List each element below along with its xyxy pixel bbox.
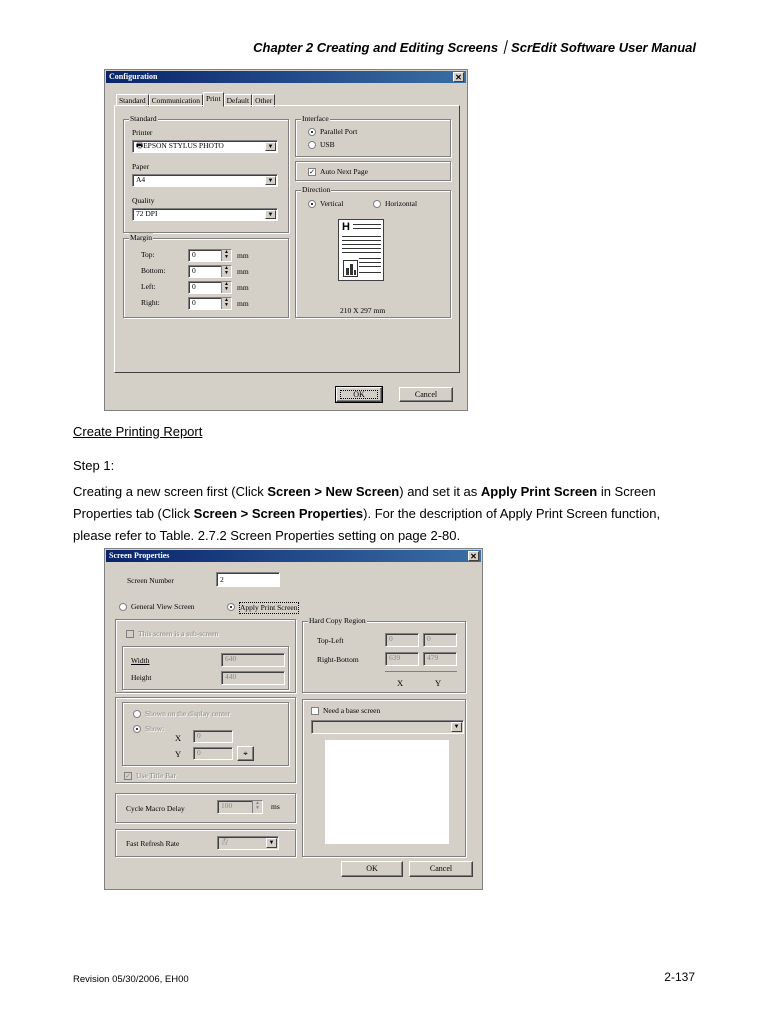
quality-label: Quality: [132, 196, 155, 205]
shown-center-label: Shown on the display center: [145, 709, 230, 718]
need-base-screen-checkbox[interactable]: [311, 707, 319, 715]
cancel-label: Cancel: [429, 864, 453, 873]
right-bottom-x-value: 639: [389, 653, 401, 662]
pick-position-icon[interactable]: ⌖: [237, 746, 254, 761]
section-title: Create Printing Report: [73, 424, 203, 439]
cancel-label: Cancel: [414, 390, 438, 399]
spinner-icon[interactable]: ▲ ▼: [221, 250, 231, 261]
chevron-down-icon[interactable]: ▼: [265, 142, 276, 151]
parallel-port-radio[interactable]: [308, 128, 316, 136]
auto-next-page-box: [295, 161, 451, 181]
margin-left-input[interactable]: [188, 281, 232, 294]
margin-left-value: 0: [192, 282, 196, 291]
body-paragraph: [73, 481, 703, 547]
width-input[interactable]: [221, 653, 285, 667]
page-header: Chapter 2 Creating and Editing Screens｜ScrEdit Software User Manual: [253, 40, 696, 55]
text-run: >: [237, 506, 252, 521]
paper-value: A4: [136, 175, 146, 184]
fast-refresh-select[interactable]: [217, 836, 279, 850]
hard-copy-region-label: Hard Copy Region: [309, 616, 366, 625]
cycle-macro-unit: ms: [271, 802, 280, 811]
text-run: in Screen: [597, 484, 656, 499]
ok-label: OK: [366, 864, 378, 873]
spinner-icon[interactable]: ▲ ▼: [221, 298, 231, 309]
margin-right-unit: mm: [237, 299, 249, 308]
parallel-port-label: Parallel Port: [320, 127, 358, 136]
need-base-screen-label: Need a base screen: [323, 706, 381, 715]
text-run: >: [310, 484, 326, 499]
general-view-label: General View Screen: [131, 602, 195, 611]
margin-right-input[interactable]: [188, 297, 232, 310]
margin-left-unit: mm: [237, 283, 249, 292]
top-left-label: Top-Left: [317, 636, 344, 645]
horizontal-label: Horizontal: [385, 199, 418, 208]
cycle-macro-group: [115, 793, 296, 823]
direction-group-label: Direction: [302, 185, 331, 194]
fast-refresh-label: Fast Refresh Rate: [126, 839, 180, 848]
printer-select[interactable]: [132, 140, 278, 153]
hard-copy-region-group: [302, 616, 466, 693]
interface-group-label: Interface: [302, 114, 329, 123]
paper-size-label: 210 X 297 mm: [340, 306, 386, 315]
margin-bottom-input[interactable]: [188, 265, 232, 278]
dialog-title: Screen Properties: [109, 551, 170, 560]
subscreen-checkbox[interactable]: [126, 630, 134, 638]
screen-number-label: Screen Number: [127, 576, 174, 585]
standard-group: [123, 114, 289, 233]
apply-print-label: Apply Print Screen: [240, 603, 298, 612]
margin-group: [123, 233, 289, 318]
usb-radio[interactable]: [308, 141, 316, 149]
dialog-title: Configuration: [109, 72, 158, 81]
spinner-icon[interactable]: ▲ ▼: [252, 801, 262, 813]
chevron-down-icon[interactable]: ▼: [451, 722, 462, 732]
menu-new-screen: New Screen: [325, 484, 400, 499]
screen-properties-dialog: [104, 548, 483, 890]
tab-communication[interactable]: Communication: [149, 94, 203, 107]
spinner-icon[interactable]: ▲ ▼: [221, 282, 231, 293]
spinner-icon[interactable]: ▲ ▼: [221, 266, 231, 277]
dialog-title-bar: [106, 71, 466, 83]
base-screen-group: [302, 699, 466, 857]
text-run: Creating a new screen first (Click: [73, 484, 268, 499]
interface-group: [295, 114, 451, 157]
chevron-down-icon[interactable]: ▼: [266, 838, 277, 848]
height-label: Height: [131, 673, 152, 682]
col-x-label: X: [397, 678, 404, 688]
height-input[interactable]: [221, 671, 285, 685]
size-group: [122, 646, 289, 690]
width-label: Width: [131, 656, 150, 665]
tab-standard[interactable]: Standard: [116, 94, 149, 107]
paragraph-line-1: [73, 481, 703, 503]
tab-default[interactable]: Default: [224, 94, 253, 107]
page-preview-icon: [338, 219, 384, 281]
auto-next-page-label: Auto Next Page: [320, 167, 368, 176]
top-left-y-input[interactable]: [423, 633, 457, 647]
y-value: 0: [197, 748, 201, 757]
ok-label: OK: [353, 390, 365, 399]
cancel-button[interactable]: [399, 387, 453, 402]
top-left-x-value: 0: [389, 634, 393, 643]
screen-number-value: 2: [220, 575, 224, 584]
y-label: Y: [175, 749, 182, 759]
vertical-label: Vertical: [320, 199, 344, 208]
x-label: X: [175, 733, 182, 743]
revision-footer: Revision 05/30/2006, EH00: [73, 974, 189, 985]
tab-other[interactable]: Other: [252, 94, 275, 107]
dialog-title-bar: [106, 550, 481, 562]
menu-screen: Screen: [193, 506, 238, 521]
close-icon[interactable]: ✕: [468, 551, 479, 561]
paper-label: Paper: [132, 162, 150, 171]
screen-number-input[interactable]: [216, 572, 280, 587]
tab-print[interactable]: Print: [203, 92, 224, 107]
margin-right-label: Right:: [141, 298, 160, 307]
ok-button[interactable]: [341, 861, 403, 877]
fast-refresh-group: [115, 829, 296, 857]
position-group: [115, 697, 296, 783]
right-bottom-y-value: 479: [427, 653, 439, 662]
use-title-bar-label: Use Title Bar: [136, 771, 177, 780]
y-input[interactable]: [193, 747, 233, 760]
top-left-x-input[interactable]: [385, 633, 419, 647]
margin-group-label: Margin: [130, 233, 152, 242]
show-label: Show:: [145, 724, 165, 733]
preview-letter: H: [342, 221, 350, 233]
ok-button[interactable]: [336, 387, 382, 402]
right-bottom-y-input[interactable]: [423, 652, 457, 666]
text-run: ). For the description of Apply Print Screen function,: [363, 506, 661, 521]
page-number: 2-137: [664, 970, 695, 984]
fast-refresh-value: 否: [221, 837, 229, 846]
term-apply-print-screen: Apply Print Screen: [480, 484, 598, 499]
quality-value: 72 DPI: [136, 209, 158, 218]
apply-print-radio[interactable]: [227, 603, 235, 611]
col-y-label: Y: [435, 678, 442, 688]
use-title-bar-checkbox[interactable]: ✓: [125, 772, 131, 780]
margin-top-label: Top:: [141, 250, 155, 259]
divider: [385, 671, 457, 672]
menu-screen: Screen: [267, 484, 311, 499]
margin-left-label: Left:: [141, 282, 156, 291]
close-icon[interactable]: ✕: [453, 72, 464, 82]
cycle-macro-label: Cycle Macro Delay: [126, 804, 185, 813]
printer-label: Printer: [132, 128, 153, 137]
text-run: ) and set it as: [399, 484, 481, 499]
show-radio[interactable]: [133, 725, 141, 733]
cycle-macro-value: 100: [221, 801, 233, 810]
width-value: 640: [225, 654, 237, 663]
paper-select[interactable]: [132, 174, 278, 187]
cycle-macro-input[interactable]: [217, 800, 263, 814]
auto-next-page-checkbox[interactable]: ✓: [309, 168, 315, 176]
margin-top-value: 0: [192, 250, 196, 259]
position-inner-group: [122, 702, 289, 766]
configuration-dialog: [104, 69, 468, 411]
margin-top-input[interactable]: [188, 249, 232, 262]
chevron-down-icon[interactable]: ▼: [265, 176, 276, 185]
general-view-radio[interactable]: [119, 603, 127, 611]
step-label: Step 1:: [73, 458, 115, 473]
printer-value: EPSON STYLUS PHOTO: [143, 141, 224, 150]
subscreen-group: [115, 619, 296, 693]
chevron-down-icon[interactable]: ▼: [265, 210, 276, 219]
vertical-radio[interactable]: [308, 200, 316, 208]
paragraph-line-3: please refer to Table. 2.7.2 Screen Properties setting on page 2-80.: [73, 528, 461, 543]
text-run: Properties tab (Click: [73, 506, 194, 521]
standard-group-label: Standard: [130, 114, 157, 123]
margin-bottom-unit: mm: [237, 267, 249, 276]
base-screen-preview: [325, 740, 449, 844]
subscreen-label: This screen is a sub-screen: [138, 629, 219, 638]
right-bottom-label: Right-Bottom: [317, 655, 359, 664]
right-bottom-x-input[interactable]: [385, 652, 419, 666]
direction-group: [295, 185, 451, 318]
x-input[interactable]: [193, 730, 233, 743]
usb-label: USB: [320, 140, 335, 149]
paragraph-line-2: [73, 503, 703, 525]
height-value: 440: [225, 672, 237, 681]
x-value: 0: [197, 731, 201, 740]
margin-bottom-label: Bottom:: [141, 266, 166, 275]
horizontal-radio[interactable]: [373, 200, 381, 208]
margin-bottom-value: 0: [192, 266, 196, 275]
cancel-button[interactable]: [409, 861, 473, 877]
top-left-y-value: 0: [427, 634, 431, 643]
shown-center-radio[interactable]: [133, 710, 141, 718]
print-tab-panel: [114, 105, 460, 373]
margin-right-value: 0: [192, 298, 196, 307]
menu-screen-properties: Screen Properties: [251, 506, 364, 521]
margin-top-unit: mm: [237, 251, 249, 260]
printer-icon: 🖶: [136, 141, 144, 150]
base-screen-select[interactable]: [311, 720, 464, 734]
quality-select[interactable]: [132, 208, 278, 221]
